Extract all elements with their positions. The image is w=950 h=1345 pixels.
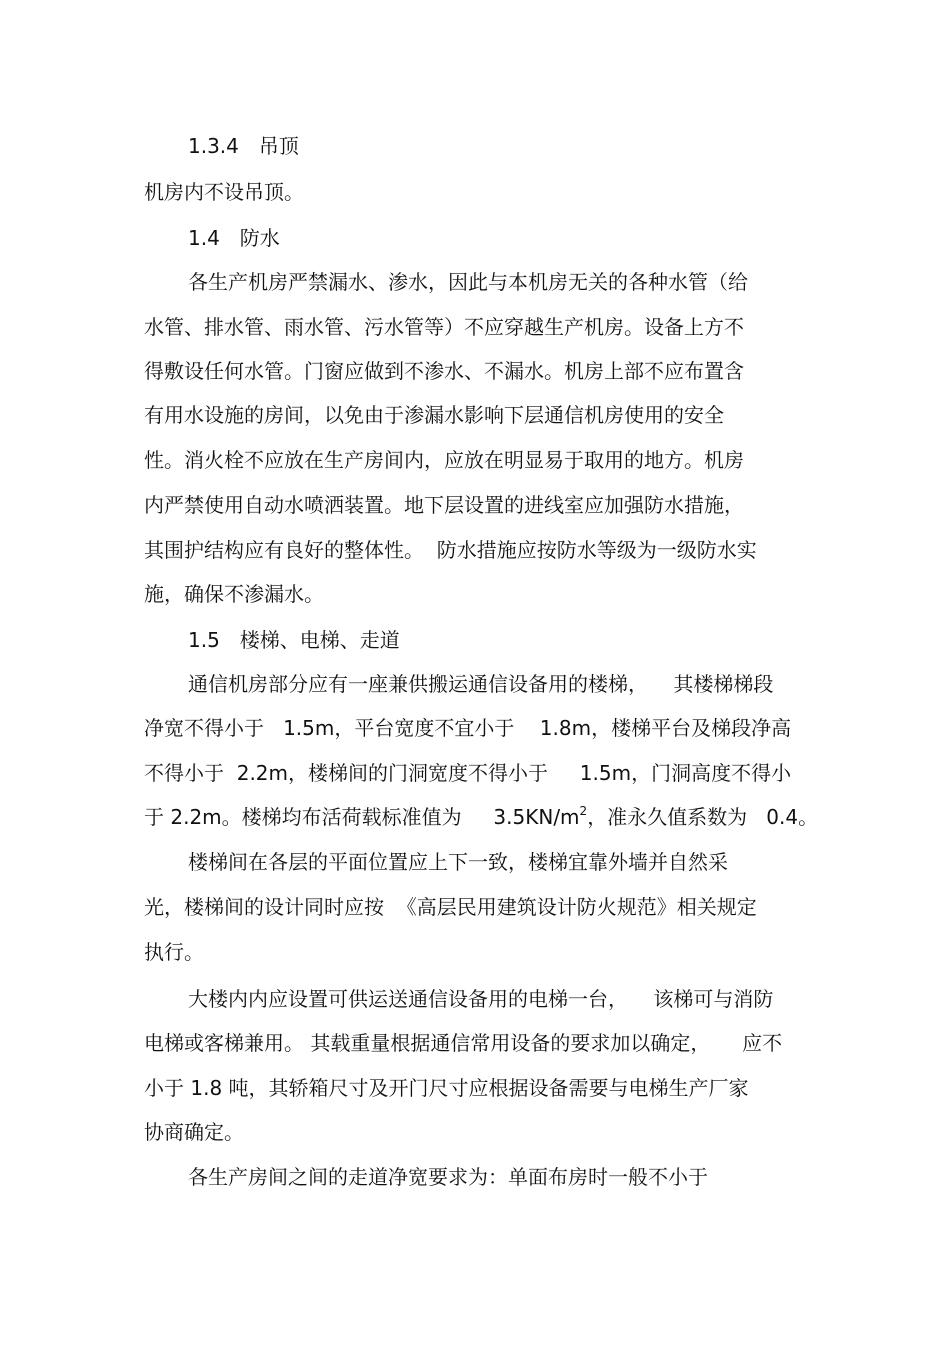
- paragraph-corridor: 各生产房间之间的走道净宽要求为：单面布房时一般不小于: [188, 1165, 708, 1189]
- paragraph-waterproof-line: 施，确保不渗漏水。: [144, 582, 324, 606]
- paragraph-waterproof-line: 水管、排水管、雨水管、污水管等）不应穿越生产机房。设备上方不: [144, 315, 744, 339]
- paragraph-waterproof-line: 各生产机房严禁漏水、渗水，因此与本机房无关的各种水管（给: [188, 270, 748, 294]
- paragraph-waterproof-line: 有用水设施的房间，以免由于渗漏水影响下层通信机房使用的安全: [144, 403, 724, 427]
- stairs-load-tail: ，准永久值系数为 0.4。: [587, 805, 819, 829]
- paragraph-elevator-line: 大楼内内应设置可供运送通信设备用的电梯一台， 该梯可与消防: [188, 987, 774, 1011]
- paragraph-waterproof-line: 内严禁使用自动水喷洒装置。地下层设置的进线室应加强防水措施，: [144, 493, 744, 517]
- stairs-load-text: 于 2.2m。楼梯均布活荷载标准值为 3.5KN/m: [144, 805, 580, 829]
- section-heading-1-5: 1.5 楼梯、电梯、走道: [188, 628, 400, 652]
- paragraph-stairs-line: 通信机房部分应有一座兼供搬运通信设备用的楼梯， 其楼梯梯段: [188, 672, 774, 696]
- paragraph-stair-position-line: 楼梯间在各层的平面位置应上下一致，楼梯宜靠外墙并自然采: [188, 850, 728, 874]
- paragraph-stairs-line: 净宽不得小于 1.5m，平台宽度不宜小于 1.8m，楼梯平台及梯段净高: [144, 716, 792, 740]
- paragraph-no-ceiling: 机房内不设吊顶。: [144, 180, 304, 204]
- paragraph-waterproof-line: 性。消火栓不应放在生产房间内，应放在明显易于取用的地方。机房: [144, 448, 744, 472]
- paragraph-stair-position-line: 执行。: [144, 940, 204, 964]
- paragraph-stair-position-line: 光，楼梯间的设计同时应按 《高层民用建筑设计防火规范》相关规定: [144, 895, 757, 919]
- paragraph-elevator-line: 电梯或客梯兼用。 其载重量根据通信常用设备的要求加以确定， 应不: [144, 1031, 783, 1055]
- paragraph-waterproof-line: 其围护结构应有良好的整体性。 防水措施应按防水等级为一级防水实: [144, 538, 757, 562]
- section-heading-1-3-4: 1.3.4 吊顶: [188, 134, 299, 158]
- superscript-2: 2: [579, 804, 588, 818]
- section-heading-1-4: 1.4 防水: [188, 226, 280, 250]
- paragraph-elevator-line: 协商确定。: [144, 1120, 244, 1144]
- paragraph-stairs-line: [144, 805, 818, 829]
- paragraph-waterproof-line: 得敷设任何水管。门窗应做到不渗水、不漏水。机房上部不应布置含: [144, 359, 744, 383]
- paragraph-stairs-line: 不得小于 2.2m，楼梯间的门洞宽度不得小于 1.5m，门洞高度不得小: [144, 761, 792, 785]
- paragraph-elevator-line: 小于 1.8 吨，其轿箱尺寸及开门尺寸应根据设备需要与电梯生产厂家: [144, 1076, 749, 1100]
